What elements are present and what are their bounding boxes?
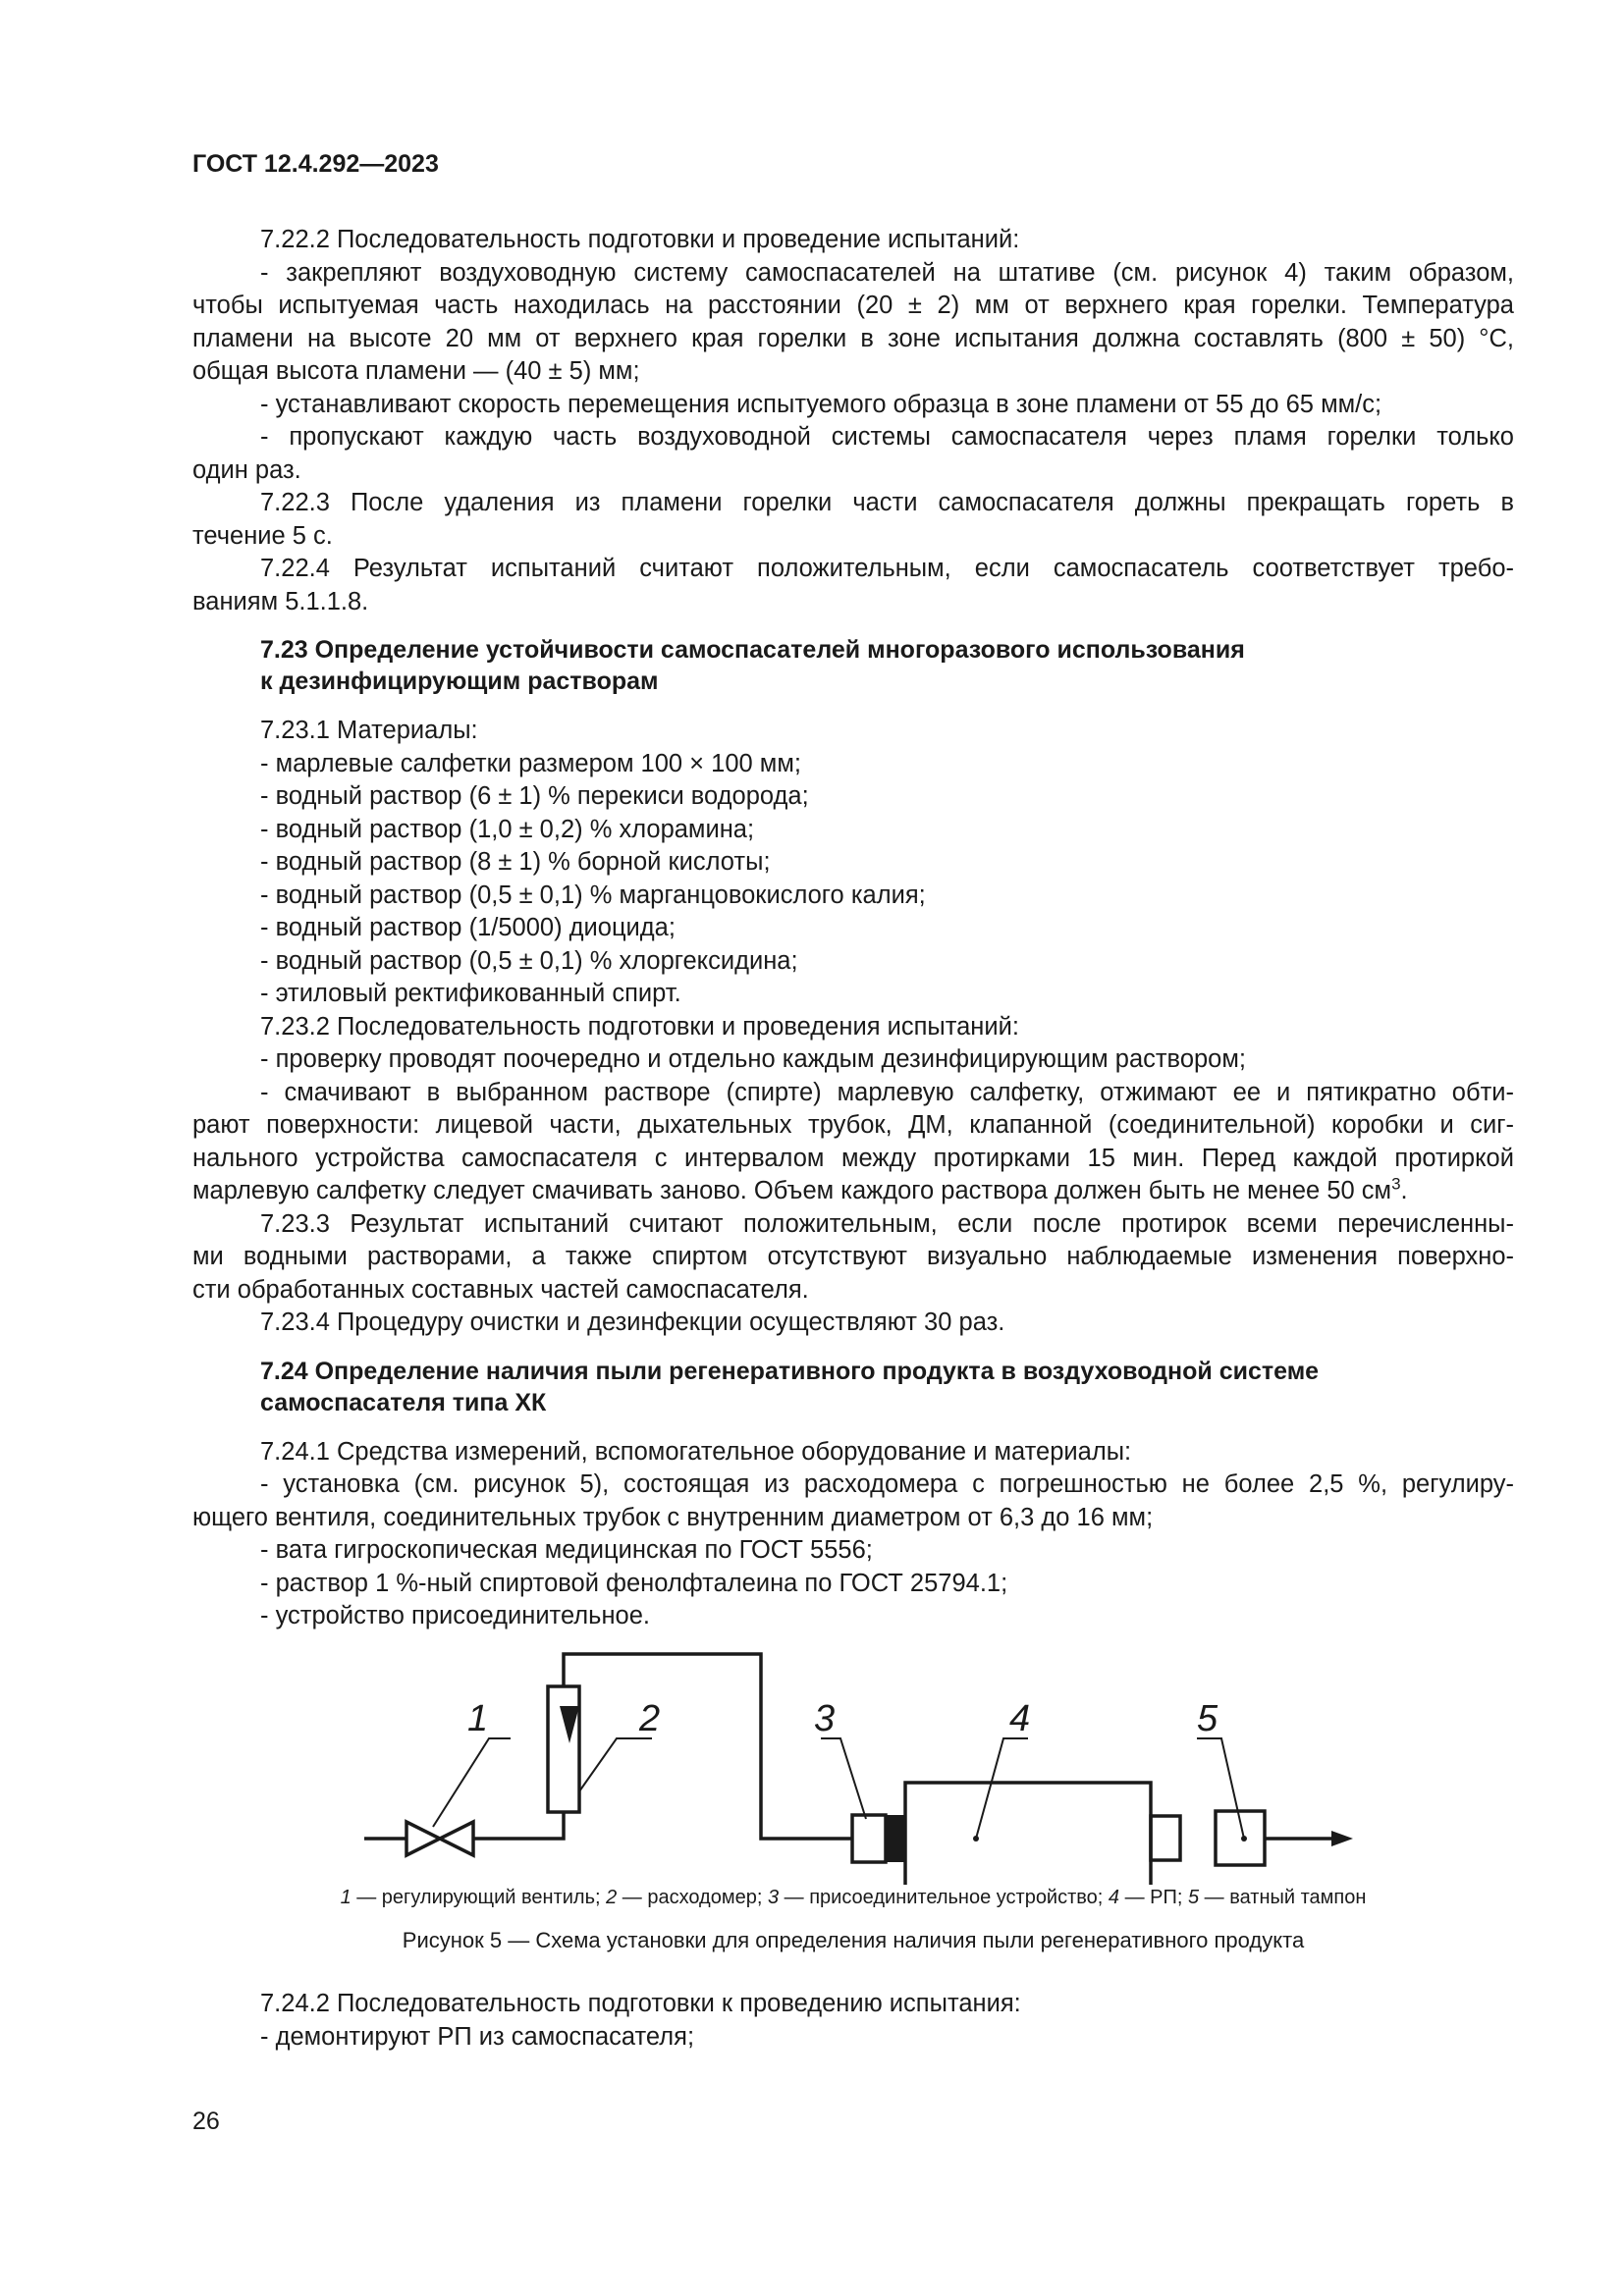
list-item: - водный раствор (0,5 ± 0,1) % марганцовокислого калия; [260, 881, 926, 909]
para-7-22-2-item-1-line-3: пламени на высоте 20 мм от верхнего края горелки в зоне испытания должна составлять (800 ± 50) °С, [192, 324, 1514, 352]
para-7-24-1-title: 7.24.1 Средства измерений, вспомогательное оборудование и материалы: [260, 1437, 1132, 1466]
para-7-23-2-item-1: - проверку проводят поочередно и отдельно каждым дезинфицирующим раствором; [260, 1045, 1246, 1073]
leader-line-1 [433, 1738, 511, 1827]
leader-line-2 [579, 1738, 652, 1791]
regenerative-product-cartridge [905, 1783, 1151, 1885]
para-7-24-1-item-1-line-2: ющего вентиля, соединительных трубок с внутренним диаметром от 6,3 до 16 мм; [192, 1503, 1154, 1531]
para-7-23-3-line-1: 7.23.3 Результат испытаний считают положительным, если после протирок всеми перечисленны- [260, 1209, 1514, 1238]
figure-legend [192, 1887, 1514, 1909]
section-heading-7-24 [260, 1356, 1514, 1418]
para-7-22-3-line-1: 7.22.3 После удаления из пламени горелки части самоспасателя должны прекращать гореть в [260, 489, 1514, 516]
installation-schematic [192, 1629, 1514, 1885]
legend-num: 1 [340, 1887, 352, 1908]
connector-housing [852, 1815, 886, 1862]
para-7-22-2-item-1-line-1: - закрепляют воздуховодную систему самоспасателей на штативе (см. рисунок 4) таким образом, [260, 258, 1514, 287]
figure-5 [192, 1629, 1514, 1963]
para-7-22-2-item-1-line-2: чтобы испытуемая часть находилась на расстоянии (20 ± 2) мм от верхнего края горелки. Температура [192, 292, 1514, 319]
legend-num: 3 [767, 1887, 780, 1908]
standard-header: ГОСТ 12.4.292—2023 [192, 150, 439, 178]
figure-caption: Рисунок 5 — Схема установки для определения наличия пыли регенеративного продукта [402, 1928, 1305, 1952]
legend-text: — РП; [1119, 1887, 1188, 1908]
para-7-24-2-item-1: - демонтируют РП из самоспасателя; [260, 2022, 695, 2051]
para-7-22-4-line-2: ваниям 5.1.1.8. [192, 587, 369, 615]
flowmeter-float [560, 1706, 579, 1743]
para-7-23-2-item-2-line-4-end: . [1400, 1177, 1408, 1204]
para-7-23-3-line-2: ми водными растворами, а также спиртом отсутствуют визуально наблюдаемые изменения поверхно- [192, 1243, 1514, 1270]
para-7-22-2-item-2: - устанавливают скорость перемещения испытуемого образца в зоне пламени от 55 до 65 мм/с; [260, 390, 1382, 418]
page-number: 26 [192, 2108, 220, 2135]
list-item: - марлевые салфетки размером 100 × 100 мм; [260, 749, 801, 777]
para-7-22-4-line-1: 7.22.4 Результат испытаний считают положительным, если самоспасатель соответствует требо- [260, 555, 1514, 582]
section-heading-7-24-line-1: 7.24 Определение наличия пыли регенеративного продукта в воздуховодной системе [260, 1357, 1320, 1385]
para-7-22-2-title: 7.22.2 Последовательность подготовки и проведение испытаний: [260, 226, 1020, 253]
figure-label-3: 3 [814, 1698, 836, 1739]
valve-to-flowmeter-pipe [473, 1812, 564, 1839]
body-text-continued [192, 1988, 1514, 2054]
figure-label-4: 4 [1009, 1698, 1031, 1739]
para-7-23-1-title: 7.23.1 Материалы: [260, 717, 478, 744]
legend-text: — регулирующий вентиль; [351, 1887, 607, 1908]
leader-line-3 [821, 1738, 866, 1819]
list-item: - водный раствор (1,0 ± 0,2) % хлорамина; [260, 815, 755, 843]
para-7-23-2-item-2-line-1: - смачивают в выбранном растворе (спирте) марлевую салфетку, отжимают ее и пятикратно обти- [260, 1078, 1514, 1106]
valve-left-triangle [406, 1822, 440, 1855]
para-7-23-4: 7.23.4 Процедуру очистки и дезинфекции осуществляют 30 раз. [260, 1308, 1005, 1336]
para-7-24-1-item-4: - устройство присоединительное. [260, 1602, 650, 1629]
flowmeter-tube [548, 1686, 579, 1812]
figure-label-5: 5 [1197, 1698, 1218, 1739]
valve-right-triangle [440, 1822, 473, 1855]
list-item: - водный раствор (0,5 ± 0,1) % хлоргексидина; [260, 946, 798, 975]
section-heading-7-23-line-2: к дезинфицирующим растворам [260, 667, 659, 695]
legend-text: — расходомер; [617, 1887, 768, 1908]
flowmeter-to-connector-pipe [564, 1654, 852, 1839]
para-7-23-2-title: 7.23.2 Последовательность подготовки и проведения испытаний: [260, 1012, 1019, 1041]
para-7-23-2-item-2-line-4-text: марлевую салфетку следует смачивать заново. Объем каждого раствора должен быть не менее 50 см [192, 1177, 1392, 1204]
section-heading-7-23-line-1: 7.23 Определение устойчивости самоспасателей многоразового использования [260, 636, 1245, 664]
list-item: - этиловый ректификованный спирт. [260, 980, 681, 1007]
legend-num: 4 [1108, 1887, 1120, 1908]
body-text [192, 224, 1514, 1633]
para-7-23-2-item-2-line-3: нального устройства самоспасателя с интервалом между протирками 15 мин. Перед каждой протиркой [192, 1144, 1514, 1172]
para-7-22-3-line-2: течение 5 с. [192, 521, 333, 550]
list-item: - водный раствор (1/5000) диоцида; [260, 914, 676, 941]
para-7-23-2-item-2-line-4 [192, 1175, 1514, 1208]
para-7-23-3-line-3: сти обработанных составных частей самоспасателя. [192, 1275, 809, 1304]
cartridge-outlet [1151, 1816, 1180, 1860]
cubic-superscript: 3 [1391, 1174, 1401, 1194]
para-7-23-2-item-2-line-2: рают поверхности: лицевой части, дыхательных трубок, ДМ, клапанной (соединительной) коробки и сиг- [192, 1111, 1514, 1139]
section-heading-7-24-line-2: самоспасателя типа ХК [260, 1388, 547, 1416]
figure-label-1: 1 [467, 1698, 489, 1739]
figure-label-2: 2 [639, 1698, 661, 1739]
para-7-22-2-item-3-line-2: один раз. [192, 455, 301, 484]
para-7-24-1-item-3: - раствор 1 %-ный спиртовой фенолфталеина по ГОСТ 25794.1; [260, 1569, 1008, 1597]
list-item: - водный раствор (6 ± 1) % перекиси водорода; [260, 782, 809, 810]
leader-line-4 [976, 1738, 1028, 1839]
leader-line-5 [1197, 1738, 1244, 1839]
para-7-24-1-item-1-line-1: - установка (см. рисунок 5), состоящая из расходомера с погрешностью не более 2,5 %, регулиру- [260, 1470, 1514, 1498]
section-heading-7-23 [260, 634, 1514, 697]
para-7-24-1-item-2: - вата гигроскопическая медицинская по ГОСТ 5556; [260, 1536, 873, 1564]
para-7-22-2-item-3-line-1: - пропускают каждую часть воздуховодной системы самоспасателя через пламя горелки только [260, 423, 1514, 451]
legend-text: — присоединительное устройство; [779, 1887, 1109, 1908]
para-7-22-2-item-1-line-4: общая высота пламени — (40 ± 5) мм; [192, 357, 640, 385]
list-item: - водный раствор (8 ± 1) % борной кислоты; [260, 848, 771, 876]
outlet-arrow-head [1331, 1831, 1353, 1846]
connector-seal [886, 1815, 905, 1862]
legend-num: 5 [1187, 1887, 1200, 1908]
legend-text: — ватный тампон [1199, 1887, 1367, 1908]
para-7-24-2-title: 7.24.2 Последовательность подготовки к проведению испытания: [260, 1990, 1021, 2017]
legend-num: 2 [606, 1887, 618, 1908]
